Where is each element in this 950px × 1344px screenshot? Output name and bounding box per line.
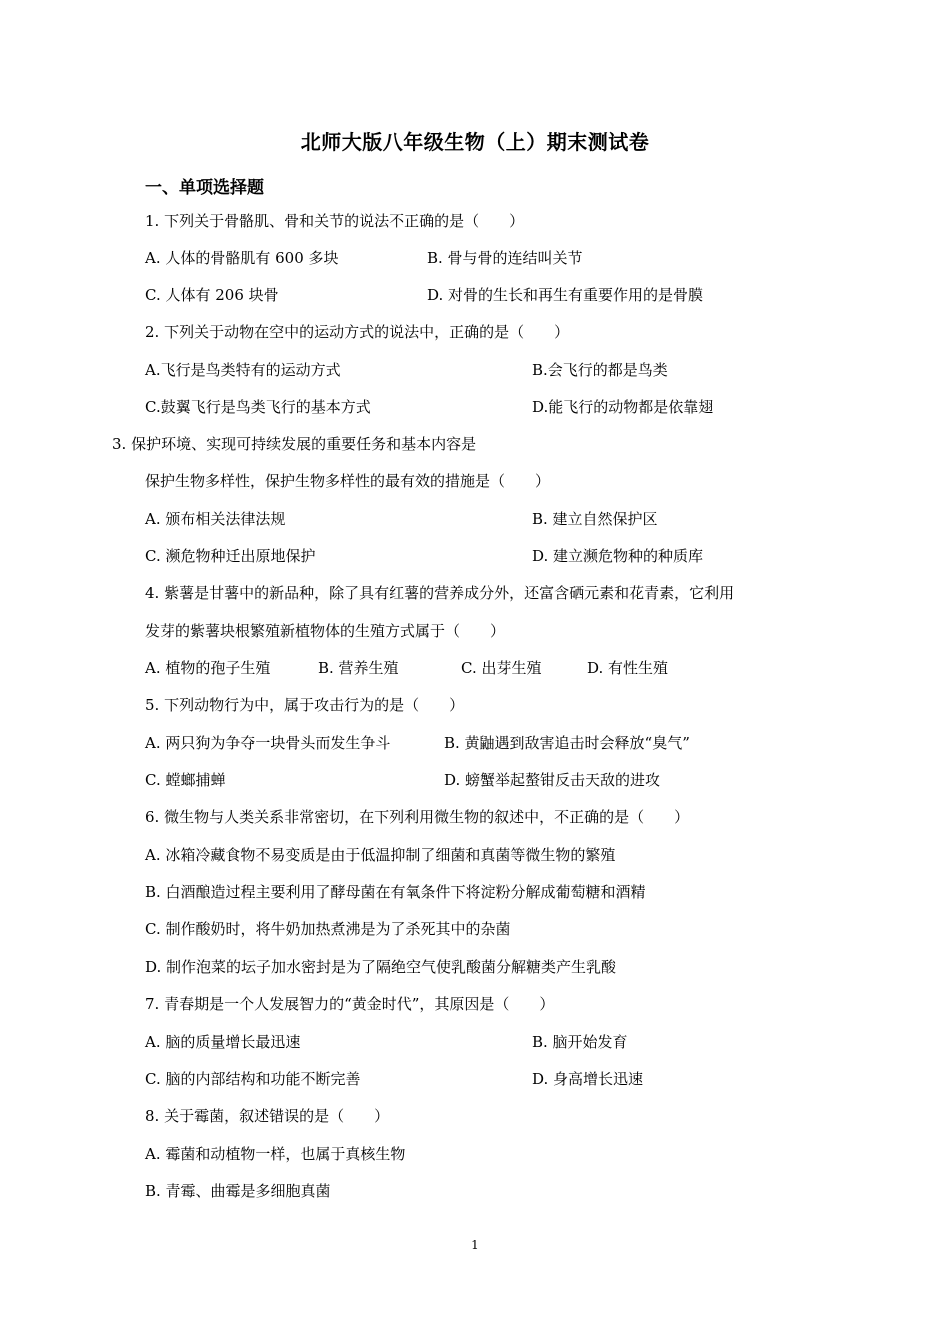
question-8-option-b: B. 青霉、曲霉是多细胞真菌 — [145, 1182, 331, 1200]
question-3-option-a: A. 颁布相关法律法规 — [145, 510, 286, 528]
question-5-option-d: D. 螃蟹举起螯钳反击天敌的进攻 — [444, 771, 661, 789]
question-3-stem: 3. 保护环境、实现可持续发展的重要任务和基本内容是 — [112, 435, 477, 453]
page-title: 北师大版八年级生物（上）期末测试卷 — [300, 130, 650, 154]
question-6-option-d: D. 制作泡菜的坛子加水密封是为了隔绝空气使乳酸菌分解糖类产生乳酸 — [145, 958, 617, 976]
question-7-stem: 7. 青春期是一个人发展智力的“黄金时代”，其原因是（ ） — [145, 995, 555, 1013]
question-1-option-a: A. 人体的骨骼肌有 600 多块 — [145, 249, 339, 267]
question-4-option-d: D. 有性生殖 — [587, 659, 669, 677]
question-1-stem: 1. 下列关于骨骼肌、骨和关节的说法不正确的是（ ） — [145, 212, 525, 230]
question-2-stem: 2. 下列关于动物在空中的运动方式的说法中，正确的是（ ） — [145, 323, 570, 341]
question-2-option-b: B.会飞行的都是鸟类 — [532, 361, 668, 379]
question-1-option-d: D. 对骨的生长和再生有重要作用的是骨膜 — [427, 286, 704, 304]
question-2-option-a: A.飞行是鸟类特有的运动方式 — [145, 361, 341, 379]
question-6-option-b: B. 白酒酿造过程主要利用了酵母菌在有氧条件下将淀粉分解成葡萄糖和酒精 — [145, 883, 646, 901]
question-2-option-c: C.鼓翼飞行是鸟类飞行的基本方式 — [145, 398, 371, 416]
section-heading: 一、单项选择题 — [145, 178, 264, 198]
question-5-option-a: A. 两只狗为争夺一块骨头而发生争斗 — [145, 734, 391, 752]
question-5-option-b: B. 黄鼬遇到敌害追击时会释放“臭气” — [444, 734, 690, 752]
question-5-stem: 5. 下列动物行为中，属于攻击行为的是（ ） — [145, 696, 465, 714]
question-8-option-a: A. 霉菌和动植物一样，也属于真核生物 — [145, 1145, 406, 1163]
question-4-stem: 4. 紫薯是甘薯中的新品种，除了具有红薯的营养成分外，还富含硒元素和花青素，它利用 — [145, 584, 735, 602]
question-7-option-b: B. 脑开始发育 — [532, 1033, 628, 1051]
question-6-option-a: A. 冰箱冷藏食物不易变质是由于低温抑制了细菌和真菌等微生物的繁殖 — [145, 846, 616, 864]
question-4-option-a: A. 植物的孢子生殖 — [145, 659, 271, 677]
question-3-stem-continued: 保护生物多样性，保护生物多样性的最有效的措施是（ ） — [145, 472, 551, 490]
question-4-option-c: C. 出芽生殖 — [461, 659, 542, 677]
question-2-option-d: D.能飞行的动物都是依靠翅 — [532, 398, 714, 416]
question-6-stem: 6. 微生物与人类关系非常密切，在下列利用微生物的叙述中，不正确的是（ ） — [145, 808, 690, 826]
question-8-stem: 8. 关于霉菌，叙述错误的是（ ） — [145, 1107, 390, 1125]
question-7-option-c: C. 脑的内部结构和功能不断完善 — [145, 1070, 361, 1088]
page-number: 1 — [471, 1238, 479, 1252]
question-6-option-c: C. 制作酸奶时，将牛奶加热煮沸是为了杀死其中的杂菌 — [145, 920, 511, 938]
question-3-option-b: B. 建立自然保护区 — [532, 510, 658, 528]
question-7-option-a: A. 脑的质量增长最迅速 — [145, 1033, 301, 1051]
question-4-stem-continued: 发芽的紫薯块根繁殖新植物体的生殖方式属于（ ） — [145, 622, 506, 640]
question-5-option-c: C. 螳螂捕蝉 — [145, 771, 226, 789]
question-1-option-b: B. 骨与骨的连结叫关节 — [427, 249, 583, 267]
question-1-option-c: C. 人体有 206 块骨 — [145, 286, 279, 304]
question-3-option-d: D. 建立濒危物种的种质库 — [532, 547, 704, 565]
question-7-option-d: D. 身高增长迅速 — [532, 1070, 644, 1088]
question-3-option-c: C. 濒危物种迁出原地保护 — [145, 547, 316, 565]
question-4-option-b: B. 营养生殖 — [318, 659, 399, 677]
